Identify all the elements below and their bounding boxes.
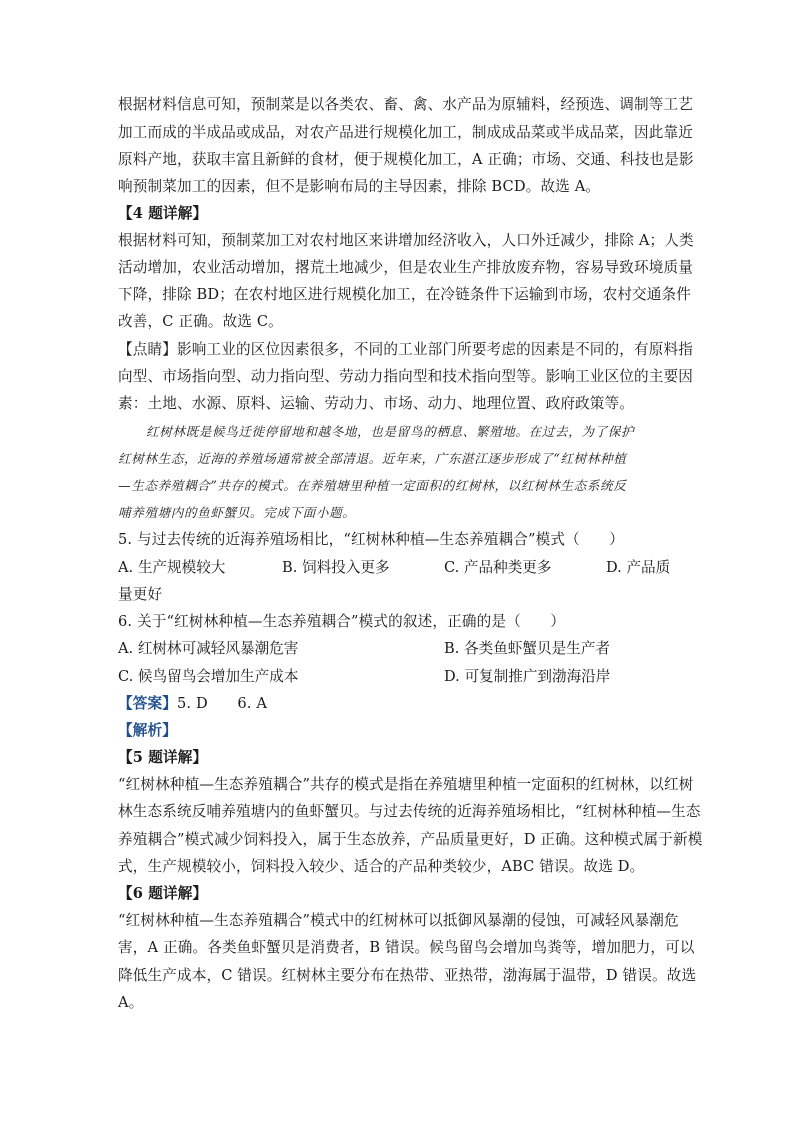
- q6-heading: 【6 题详解】: [118, 885, 208, 902]
- q5-option-a: A. 生产规模较大: [118, 559, 226, 576]
- q6-stem: 6. 关于“红树林种植—生态养殖耦合”模式的叙述，正确的是（ ）: [118, 613, 566, 630]
- q4-explanation-line: 改善，C 正确。故选 C。: [118, 313, 283, 330]
- passage-line: 红树林既是候鸟迁徙停留地和越冬地，也是留鸟的栖息、繁殖地。在过去，为了保护: [146, 424, 635, 439]
- note-line: 【点睛】影响工业的区位因素很多，不同的工业部门所要考虑的因素是不同的，有原料指: [118, 341, 694, 358]
- q5-explanation-line: 林生态系统反哺养殖塘内的鱼虾蟹贝。与过去传统的近海养殖场相比，“红树林种植—生态: [118, 803, 701, 820]
- q3-explanation-line: 响预制菜加工的因素，但不是影响布局的主导因素，排除 BCD。故选 A。: [118, 178, 601, 195]
- q5-stem: 5. 与过去传统的近海养殖场相比，“红树林种植—生态养殖耦合”模式（ ）: [118, 531, 625, 548]
- q6-explanation-line: A。: [118, 994, 144, 1011]
- q4-explanation-line: 活动增加，农业活动增加，撂荒土地减少，但是农业生产排放废弃物，容易导致环境质量: [118, 259, 694, 276]
- q4-explanation-line: 下降，排除 BD；在农村地区进行规模化加工，在冷链条件下运输到市场，农村交通条件: [118, 286, 692, 303]
- q6-option-c: C. 候鸟留鸟会增加生产成本: [118, 668, 299, 685]
- q6-explanation-line: 害，A 正确。各类鱼虾蟹贝是消费者，B 错误。候鸟留鸟会增加鸟粪等，增加肥力，可以: [118, 939, 695, 956]
- q4-explanation-line: 根据材料可知，预制菜加工对农村地区来讲增加经济收入，人口外迁减少，排除 A；人类: [118, 232, 694, 249]
- answer-line: [118, 694, 678, 714]
- analysis-label: 【解析】: [118, 722, 177, 739]
- q4-heading: 【4 题详解】: [118, 205, 208, 222]
- passage-line: 哺养殖塘内的鱼虾蟹贝。完成下面小题。: [118, 505, 356, 520]
- q6-explanation-line: “红树林种植—生态养殖耦合”模式中的红树林可以抵御风暴潮的侵蚀，可减轻风暴潮危: [118, 912, 679, 929]
- q6-option-b: B. 各类鱼虾蟹贝是生产者: [444, 640, 610, 657]
- q5-option-d-wrap: 量更好: [118, 586, 163, 603]
- q6-explanation-line: 降低生产成本，C 错误。红树林主要分布在热带、亚热带，渤海属于温带，D 错误。故选: [118, 967, 697, 984]
- answer-text: 5. D 6. A: [176, 695, 268, 712]
- q6-option-a: A. 红树林可减轻风暴潮危害: [118, 640, 299, 657]
- q5-explanation-line: 式，生产规模较小，饲料投入较少、适合的产品种类较少，ABC 错误。故选 D。: [118, 858, 645, 875]
- q5-option-d: D. 产品质: [606, 559, 671, 576]
- q5-explanation-line: 养殖耦合”模式减少饲料投入，属于生态放养，产品质量更好，D 正确。这种模式属于新模: [118, 831, 703, 848]
- q3-explanation-line: 加工而成的半成品或成品，对农产品进行规模化加工，制成成品菜或半成品菜，因此靠近: [118, 124, 694, 141]
- passage-line: —生态养殖耦合”共存的模式。在养殖塘里种植一定面积的红树林，以红树林生态系统反: [118, 478, 627, 493]
- q5-explanation-line: “红树林种植—生态养殖耦合”共存的模式是指在养殖塘里种植一定面积的红树林，以红树: [118, 776, 694, 793]
- passage-line: 红树林生态，近海的养殖场通常被全部清退。近年来，广东湛江逐步形成了“红树林种植: [118, 451, 627, 466]
- q3-explanation-line: 原料产地，获取丰富且新鲜的食材，便于规模化加工，A 正确；市场、交通、科技也是影: [118, 151, 694, 168]
- q5-option-b: B. 饲料投入更多: [282, 559, 390, 576]
- note-line: 素：土地、水源、原料、运输、劳动力、市场、动力、地理位置、政府政策等。: [118, 395, 635, 412]
- q5-heading: 【5 题详解】: [118, 749, 208, 766]
- q3-explanation-line: 根据材料信息可知，预制菜是以各类农、畜、禽、水产品为原辅料，经预选、调制等工艺: [118, 96, 694, 113]
- q5-option-c: C. 产品种类更多: [444, 559, 552, 576]
- q6-option-d: D. 可复制推广到渤海沿岸: [444, 668, 611, 685]
- note-line: 向型、市场指向型、动力指向型、劳动力指向型和技术指向型等。影响工业区位的主要因: [118, 368, 694, 385]
- answer-label: 【答案】: [118, 695, 177, 712]
